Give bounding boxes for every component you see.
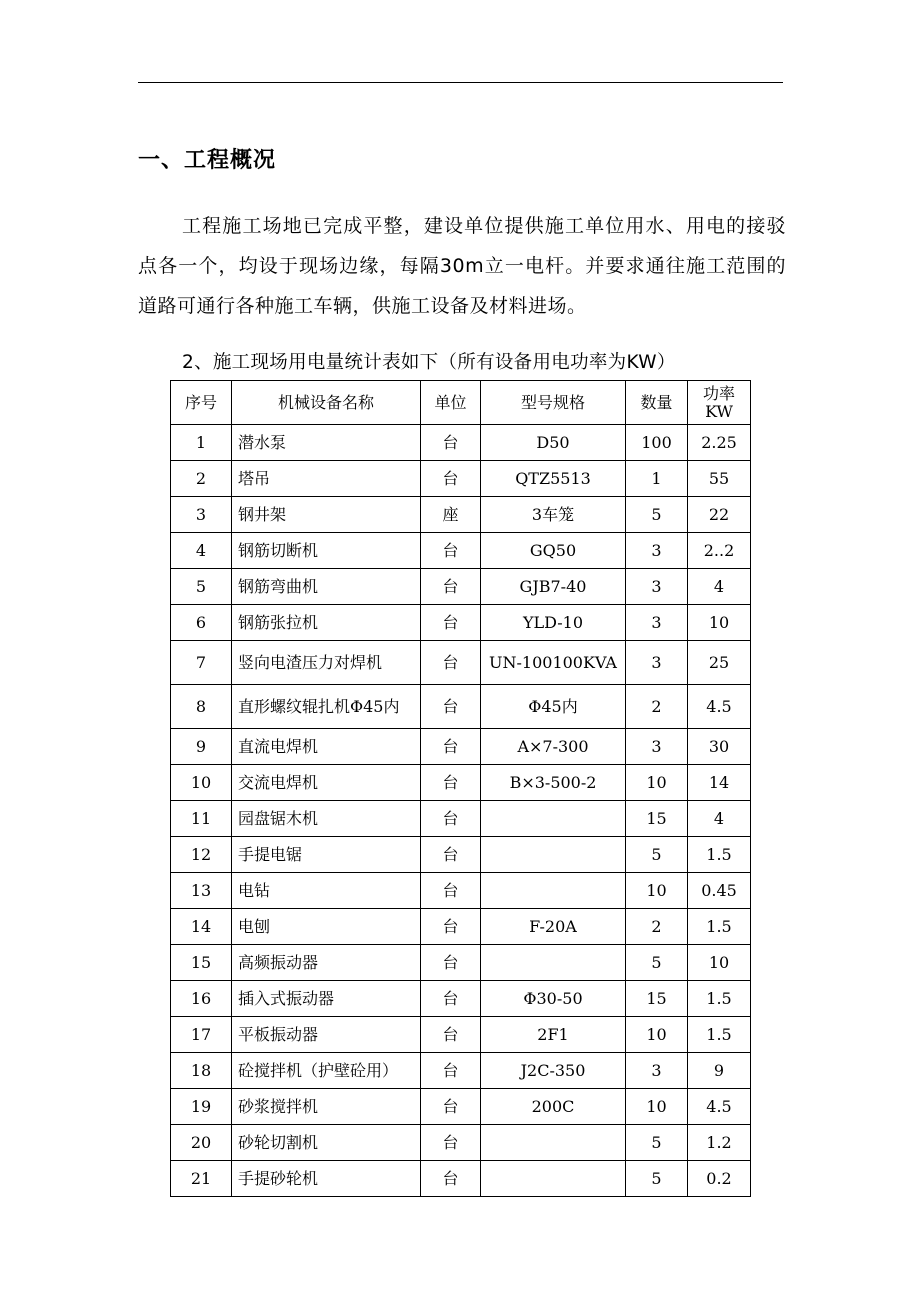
table-row xyxy=(171,533,751,569)
cell-power: 4 xyxy=(688,569,751,605)
table-row xyxy=(171,981,751,1017)
cell-qty: 5 xyxy=(626,1125,688,1161)
cell-unit: 台 xyxy=(421,641,481,685)
cell-unit: 台 xyxy=(421,1089,481,1125)
cell-qty: 10 xyxy=(626,1089,688,1125)
table-body xyxy=(171,425,751,1197)
cell-power: 1.5 xyxy=(688,1017,751,1053)
cell-no: 10 xyxy=(171,765,232,801)
table-row xyxy=(171,425,751,461)
cell-name: 钢筋张拉机 xyxy=(232,605,421,641)
cell-qty: 3 xyxy=(626,533,688,569)
cell-power: 14 xyxy=(688,765,751,801)
cell-model: YLD-10 xyxy=(481,605,626,641)
cell-no: 12 xyxy=(171,837,232,873)
cell-unit: 台 xyxy=(421,569,481,605)
table-row xyxy=(171,765,751,801)
cell-no: 7 xyxy=(171,641,232,685)
cell-no: 3 xyxy=(171,497,232,533)
cell-no: 17 xyxy=(171,1017,232,1053)
cell-no: 15 xyxy=(171,945,232,981)
cell-power: 1.2 xyxy=(688,1125,751,1161)
cell-qty: 10 xyxy=(626,1017,688,1053)
table-row xyxy=(171,729,751,765)
section-heading: 一、工程概况 xyxy=(138,148,277,173)
table-row xyxy=(171,1053,751,1089)
table-caption: 2、施工现场用电量统计表如下（所有设备用电功率为KW） xyxy=(182,352,676,373)
cell-name: 砂轮切割机 xyxy=(232,1125,421,1161)
cell-qty: 15 xyxy=(626,801,688,837)
table-row xyxy=(171,909,751,945)
cell-no: 18 xyxy=(171,1053,232,1089)
cell-qty: 3 xyxy=(626,569,688,605)
cell-name: 交流电焊机 xyxy=(232,765,421,801)
header-rule xyxy=(138,82,783,83)
table-row xyxy=(171,605,751,641)
cell-model: GQ50 xyxy=(481,533,626,569)
table-header-row xyxy=(171,381,751,425)
cell-model: D50 xyxy=(481,425,626,461)
cell-unit: 台 xyxy=(421,1017,481,1053)
table-row xyxy=(171,497,751,533)
table-row xyxy=(171,873,751,909)
cell-unit: 台 xyxy=(421,533,481,569)
header-qty: 数量 xyxy=(626,381,688,425)
cell-model xyxy=(481,945,626,981)
cell-unit: 台 xyxy=(421,605,481,641)
cell-name: 钢井架 xyxy=(232,497,421,533)
cell-no: 9 xyxy=(171,729,232,765)
cell-unit: 台 xyxy=(421,461,481,497)
cell-model: A×7-300 xyxy=(481,729,626,765)
cell-model: Φ45内 xyxy=(481,685,626,729)
cell-power: 0.2 xyxy=(688,1161,751,1197)
overview-paragraph xyxy=(138,206,786,326)
cell-no: 21 xyxy=(171,1161,232,1197)
cell-model xyxy=(481,837,626,873)
table-row xyxy=(171,1161,751,1197)
header-no: 序号 xyxy=(171,381,232,425)
cell-power: 55 xyxy=(688,461,751,497)
cell-qty: 100 xyxy=(626,425,688,461)
cell-model xyxy=(481,1161,626,1197)
cell-unit: 台 xyxy=(421,1053,481,1089)
cell-no: 8 xyxy=(171,685,232,729)
header-unit: 单位 xyxy=(421,381,481,425)
cell-unit: 台 xyxy=(421,801,481,837)
header-name: 机械设备名称 xyxy=(232,381,421,425)
cell-qty: 15 xyxy=(626,981,688,1017)
cell-qty: 10 xyxy=(626,873,688,909)
cell-qty: 10 xyxy=(626,765,688,801)
header-model: 型号规格 xyxy=(481,381,626,425)
cell-qty: 5 xyxy=(626,497,688,533)
cell-unit: 座 xyxy=(421,497,481,533)
cell-unit: 台 xyxy=(421,1125,481,1161)
cell-name: 潜水泵 xyxy=(232,425,421,461)
cell-unit: 台 xyxy=(421,909,481,945)
table-row xyxy=(171,685,751,729)
cell-name: 手提电锯 xyxy=(232,837,421,873)
cell-qty: 5 xyxy=(626,945,688,981)
cell-unit: 台 xyxy=(421,685,481,729)
cell-name: 插入式振动器 xyxy=(232,981,421,1017)
cell-no: 1 xyxy=(171,425,232,461)
table-row xyxy=(171,1089,751,1125)
cell-name: 园盘锯木机 xyxy=(232,801,421,837)
cell-name: 砼搅拌机（护壁砼用） xyxy=(232,1053,421,1089)
table-row xyxy=(171,837,751,873)
overview-text: 工程施工场地已完成平整，建设单位提供施工单位用水、用电的接驳点各一个，均设于现场边缘，每隔30m立一电杆。并要求通往施工范围的道路可通行各种施工车辆，供施工设备及材料进场。 xyxy=(138,215,786,317)
cell-model: J2C-350 xyxy=(481,1053,626,1089)
cell-unit: 台 xyxy=(421,837,481,873)
cell-unit: 台 xyxy=(421,945,481,981)
table-row xyxy=(171,1125,751,1161)
cell-name: 钢筋切断机 xyxy=(232,533,421,569)
cell-model: UN-100100KVA xyxy=(481,641,626,685)
cell-power: 0.45 xyxy=(688,873,751,909)
cell-no: 2 xyxy=(171,461,232,497)
cell-power: 1.5 xyxy=(688,909,751,945)
header-power: 功率KW xyxy=(688,381,751,425)
cell-power: 22 xyxy=(688,497,751,533)
cell-model: 3车笼 xyxy=(481,497,626,533)
table-row xyxy=(171,569,751,605)
cell-power: 10 xyxy=(688,605,751,641)
cell-no: 4 xyxy=(171,533,232,569)
cell-power: 30 xyxy=(688,729,751,765)
cell-name: 砂浆搅拌机 xyxy=(232,1089,421,1125)
cell-name: 平板振动器 xyxy=(232,1017,421,1053)
cell-name: 竖向电渣压力对焊机 xyxy=(232,641,421,685)
cell-power: 4.5 xyxy=(688,685,751,729)
cell-power: 1.5 xyxy=(688,981,751,1017)
cell-name: 高频振动器 xyxy=(232,945,421,981)
cell-model xyxy=(481,801,626,837)
cell-model: B×3-500-2 xyxy=(481,765,626,801)
cell-qty: 3 xyxy=(626,729,688,765)
cell-model: QTZ5513 xyxy=(481,461,626,497)
table-row xyxy=(171,461,751,497)
cell-model: Φ30-50 xyxy=(481,981,626,1017)
cell-name: 电刨 xyxy=(232,909,421,945)
cell-no: 5 xyxy=(171,569,232,605)
cell-qty: 3 xyxy=(626,1053,688,1089)
cell-qty: 3 xyxy=(626,641,688,685)
cell-unit: 台 xyxy=(421,981,481,1017)
table-row xyxy=(171,641,751,685)
cell-power: 10 xyxy=(688,945,751,981)
cell-name: 手提砂轮机 xyxy=(232,1161,421,1197)
cell-no: 16 xyxy=(171,981,232,1017)
cell-unit: 台 xyxy=(421,1161,481,1197)
cell-model: F-20A xyxy=(481,909,626,945)
cell-model xyxy=(481,873,626,909)
cell-power: 9 xyxy=(688,1053,751,1089)
cell-power: 1.5 xyxy=(688,837,751,873)
cell-qty: 5 xyxy=(626,1161,688,1197)
cell-model: 2F1 xyxy=(481,1017,626,1053)
cell-qty: 2 xyxy=(626,685,688,729)
cell-unit: 台 xyxy=(421,729,481,765)
cell-name: 钢筋弯曲机 xyxy=(232,569,421,605)
cell-qty: 5 xyxy=(626,837,688,873)
cell-unit: 台 xyxy=(421,873,481,909)
cell-qty: 3 xyxy=(626,605,688,641)
cell-qty: 2 xyxy=(626,909,688,945)
cell-no: 14 xyxy=(171,909,232,945)
cell-name: 直流电焊机 xyxy=(232,729,421,765)
table-row xyxy=(171,801,751,837)
cell-model: GJB7-40 xyxy=(481,569,626,605)
cell-no: 6 xyxy=(171,605,232,641)
cell-power: 25 xyxy=(688,641,751,685)
cell-no: 19 xyxy=(171,1089,232,1125)
cell-no: 11 xyxy=(171,801,232,837)
cell-unit: 台 xyxy=(421,765,481,801)
cell-name: 电钻 xyxy=(232,873,421,909)
cell-qty: 1 xyxy=(626,461,688,497)
cell-no: 13 xyxy=(171,873,232,909)
cell-name: 直形螺纹辊扎机Φ45内 xyxy=(232,685,421,729)
table-row xyxy=(171,945,751,981)
cell-name: 塔吊 xyxy=(232,461,421,497)
cell-model: 200C xyxy=(481,1089,626,1125)
cell-model xyxy=(481,1125,626,1161)
cell-power: 4 xyxy=(688,801,751,837)
cell-unit: 台 xyxy=(421,425,481,461)
cell-power: 4.5 xyxy=(688,1089,751,1125)
table-row xyxy=(171,1017,751,1053)
equipment-power-table xyxy=(170,380,751,1197)
cell-no: 20 xyxy=(171,1125,232,1161)
cell-power: 2.25 xyxy=(688,425,751,461)
cell-power: 2..2 xyxy=(688,533,751,569)
